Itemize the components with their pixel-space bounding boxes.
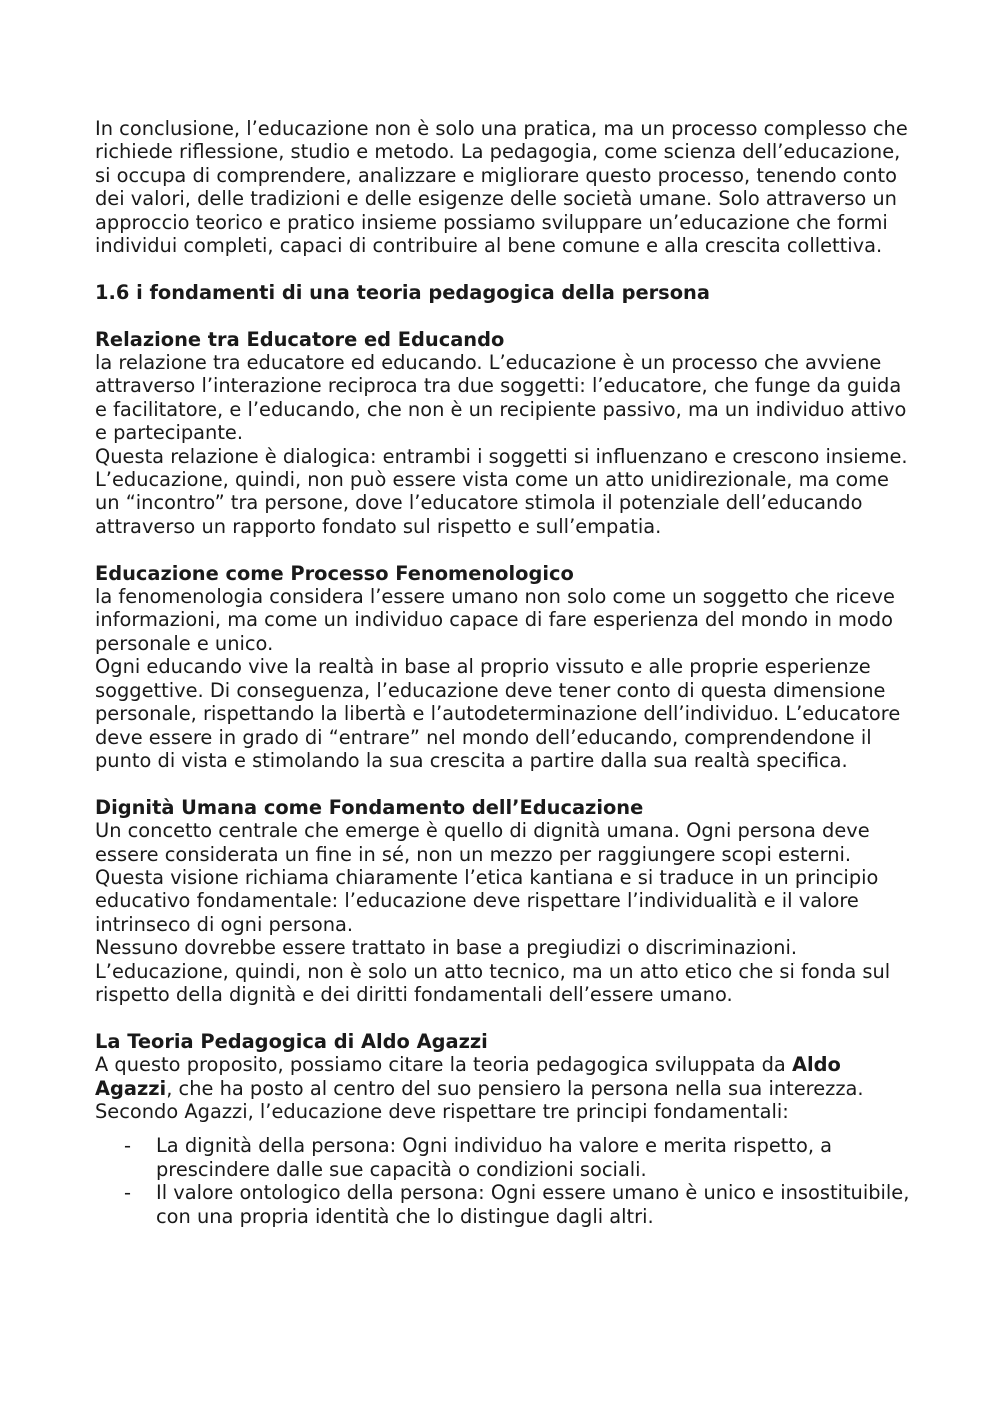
fenomenologico-paragraph-1: la fenomenologia considera l’essere umano non solo come un soggetto che riceve informazioni, ma come un individuo capace di fare esperienza del mondo in modo personale e unico. [95,585,895,655]
agazzi-heading: La Teoria Pedagogica di Aldo Agazzi [95,1029,488,1053]
list-item [95,1134,915,1181]
dignita-paragraph-3: Nessuno dovrebbe essere trattato in base a pregiudizi o discriminazioni. [95,936,797,960]
relazione-paragraph-2: Questa relazione è dialogica: entrambi i soggetti si influenzano e crescono insieme. L’educazione, quindi, non può essere vista come un atto unidirezionale, ma come un “incontro” tra persone, dove l’educatore stimola il potenziale dell’educando attraverso un rapporto fondato sul rispetto e sull’empatia. [95,444,908,538]
dignita-paragraph-4: L’educazione, quindi, non è solo un atto tecnico, ma un atto etico che si fonda sul rispetto della dignità e dei diritti fondamentali dell’essere umano. [95,959,891,1006]
principles-list [95,1134,915,1228]
fenomenologico-paragraph-2: Ogni educando vive la realtà in base al proprio vissuto e alle proprie esperienze soggettive. Di conseguenza, l’educazione deve tener conto di questa dimensione personale, rispettando la libertà e l’autodeterminazione dell’individuo. L’educatore deve essere in grado di “entrare” nel mondo dell’educando, comprendendone il punto di vista e stimolando la sua crescita a partire dalla sua realtà specifica. [95,655,901,772]
agazzi-paragraph-2: Secondo Agazzi, l’educazione deve rispettare tre principi fondamentali: [95,1099,789,1123]
agazzi-name-bold: Aldo Agazzi [95,1053,841,1100]
dignita-paragraph-1: Un concetto centrale che emerge è quello di dignità umana. Ogni persona deve essere considerata un fine in sé, non un mezzo per raggiungere scopi esterni. [95,819,870,866]
dignita-heading: Dignità Umana come Fondamento dell’Educazione [95,795,644,819]
spacer [95,538,915,561]
list-item-text: Il valore ontologico della persona: Ogni essere umano è unico e insostituibile, con una propria identità che lo distingue dagli altri. [156,1181,910,1228]
fenomenologico-heading: Educazione come Processo Fenomenologico [95,561,574,585]
list-item [95,1181,915,1228]
agazzi-paragraph-1 [95,1053,915,1100]
document-page [95,117,915,1228]
dash-bullet: - [124,1134,131,1158]
section-title: 1.6 i fondamenti di una teoria pedagogica della persona [95,280,710,304]
agazzi-intro-text: A questo proposito, possiamo citare la teoria pedagogica sviluppata da [95,1053,792,1077]
intro-paragraph: In conclusione, l’educazione non è solo una pratica, ma un processo complesso che richiede riflessione, studio e metodo. La pedagogia, come scienza dell’educazione, si occupa di comprendere, analizzare e migliorare questo processo, tenendo conto dei valori, delle tradizioni e delle esigenze delle società umane. Solo attraverso un approccio teorico e pratico insieme possiamo sviluppare un’educazione che formi individui completi, capaci di contribuire al bene comune e alla crescita collettiva. [95,117,908,258]
relazione-paragraph-1: la relazione tra educatore ed educando. L’educazione è un processo che avviene attraverso l’interazione reciproca tra due soggetti: l’educatore, che funge da guida e facilitatore, e l’educando, che non è un recipiente passivo, ma un individuo attivo e partecipante. [95,351,907,445]
list-item-text: La dignità della persona: Ogni individuo ha valore e merita rispetto, a prescindere dalle sue capacità o condizioni sociali. [156,1134,833,1181]
spacer [95,257,915,280]
spacer [95,1006,915,1029]
dignita-paragraph-2: Questa visione richiama chiaramente l’etica kantiana e si traduce in un principio educativo fondamentale: l’educazione deve rispettare l’individualità e il valore intrinseco di ogni persona. [95,865,879,936]
relazione-heading: Relazione tra Educatore ed Educando [95,327,505,351]
spacer [95,772,915,795]
spacer [95,304,915,327]
agazzi-intro-rest: , che ha posto al centro del suo pensiero la persona nella sua interezza. [166,1076,864,1100]
dash-bullet: - [124,1181,131,1205]
